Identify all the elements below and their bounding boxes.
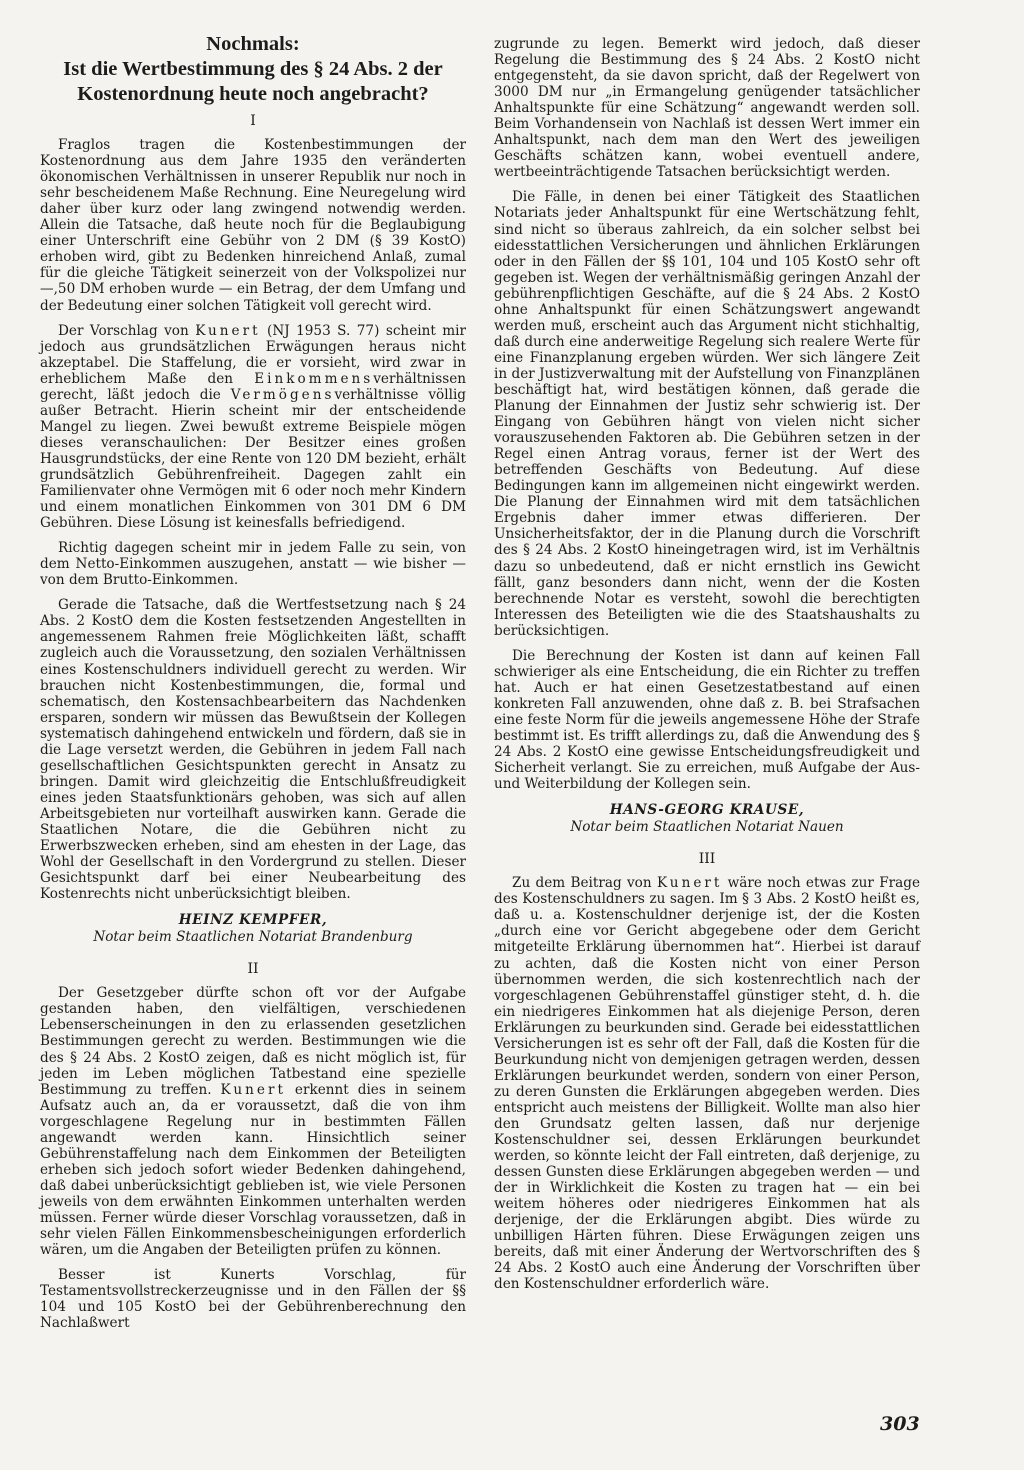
author-affiliation: Notar beim Staatlichen Notariat Nauen xyxy=(570,819,844,836)
text-run: verhältnisse völlig außer Betracht. Hierin scheint mir der entscheidende Mangel zu liegen. Zwei bewußt extreme Beispiele mögen dieses veranschaulichen: Der Besitzer eines großen Hausgrundstücks, der eine Rente von 120 DM bezieht, erhält grundsätzlich Gebührenfreiheit. Dagegen zahlt ein Familienvater ohne Vermögen mit 6 oder noch mehr Kindern und einem monatlichen Einkommen von 301 DM 6 DM Gebühren. Diese Lösung ist keinesfalls befriedigend. xyxy=(40,386,466,532)
section2-paragraph-2: Besser ist Kunerts Vorschlag, für Testamentsvollstreckerzeugnisse und in den Fällen der §§ 104 und 105 KostO bei der Gebührenberechnung den Nachlaßwert xyxy=(40,1267,466,1332)
emphasis-text: Vermögens xyxy=(230,386,335,403)
text-run: wäre noch etwas zur Frage des Kostenschuldners zu sagen. Im § 3 Abs. 2 KostO heißt es, daß u. a. Kostenschuldner derjenige ist, der die Kosten „durch eine vor Gericht abgegebene oder dem Gericht mitgeteilte Erklärung übernommen hat“. Hierbei ist darauf zu achten, daß die Kosten nicht von einer Person übernommen werden, die sich kostenrechtlich nach der vorgeschlagenen Gebührenstaffel günstiger steht, d. h. die ein niedrigeres Einkommen hat als diejenige Person, deren Erklärungen zu beurkunden sind. Gerade bei eidesstattlichen Versicherungen ist es sehr oft der Fall, daß die Kosten für die Beurkundung nicht von demjenigen getragen werden, dessen Erklärungen beurkundet werden, sondern von einer Person, zu deren Gunsten die Erklärungen abgegeben werden. Dies entspricht auch meistens der Billigkeit. Wollte man also hier den Grundsatz gelten lassen, daß nur derjenige Kostenschuldner sei, dessen Erklärungen beurkundet werden, so könnte leicht der Fall eintreten, daß derjenige, zu dessen Gunsten diese Erklärungen abgegeben werden — und der in Wirklichkeit die Kosten zu tragen hat — ein bei weitem höheres oder niedrigeres Einkommen hat als derjenige, der die Erklärungen abgibt. Dies würde zu unbilligen Härten führen. Diese Erwägungen zeigen uns bereits, daß mit einer Änderung der Wertvorschriften des § 24 Abs. 2 KostO auch eine Änderung der Vorschriften über den Kostenschuldner erforderlich wäre. xyxy=(494,875,921,1293)
cited-author-name: Kunert xyxy=(656,875,723,892)
right-column xyxy=(494,36,920,1302)
section2-paragraph-2-continued: zugrunde zu legen. Bemerkt wird jedoch, daß dieser Regelung die Bestimmung des § 24 Abs. 2 KostO nicht entgegensteht, da sie davon spricht, daß der Regelwert von 3000 DM nur „in Ermangelung genügender tatsächlicher Anhaltspunkte für eine Schätzung“ angewandt werden soll. Beim Vorhandensein von Nachlaß ist dessen Wert immer ein Anhaltspunkt, nach dem man den Wert des jeweiligen Geschäfts schätzen kann, wobei eventuell andere, wertbeeinträchtigende Tatsachen berücksichtigt werden. xyxy=(494,36,920,181)
title-line-3: Kostenordnung heute noch angebracht? xyxy=(77,83,429,105)
section2-paragraph-1 xyxy=(40,985,466,1258)
left-column xyxy=(40,32,466,1340)
author-affiliation: Notar beim Staatlichen Notariat Brandenburg xyxy=(93,929,413,946)
cited-author-name: Kunert xyxy=(195,322,261,339)
section1-paragraph-2 xyxy=(40,323,466,532)
section2-paragraph-4: Die Berechnung der Kosten ist dann auf keinen Fall schwieriger als eine Entscheidung, die ein Richter zu treffen hat. Auch er hat einen Gesetzestatbestand auf einen konkreten Fall anzuwenden, ohne daß z. B. bei Strafsachen eine feste Norm für die jeweils angemessene Höhe der Strafe bestimmt ist. Es trifft allerdings zu, daß die Anwendung des § 24 Abs. 2 KostO eine gewisse Entscheidungsfreudigkeit und Sicherheit verlangt. Sie zu erreichen, muß Aufgabe der Aus- und Weiterbildung der Kollegen sein. xyxy=(494,647,920,793)
section-numeral-1: I xyxy=(250,113,256,129)
text-run: (NJ 1953 S. 77) scheint mir jedoch aus grundsätzlichen Erwägungen heraus nicht akzeptabel. Die Staffelung, die er vorsieht, wird zwar in erheblichem Maße den xyxy=(40,322,466,387)
section1-paragraph-1: Fraglos tragen die Kostenbestimmungen der Kostenordnung aus dem Jahre 1935 den veränderten ökonomischen Verhältnissen in unserer Republik nur noch in sehr bescheidenem Maße Rechnung. Eine Neuregelung wird daher über kurz oder lang zwingend notwendig werden. Allein die Tatsache, daß heute noch für die Beglaubigung einer Unterschrift eine Gebühr von 2 DM (§ 39 KostO) erhoben wird, gibt zu Bedenken hinreichend Anlaß, zumal für die gleiche Tätigkeit seinerzeit von der Volkspolizei nur —,50 DM erhoben wurde — ein Betrag, der dem Umfang und der Bedeutung einer solchen Tätigkeit voll gerecht wird. xyxy=(40,137,466,314)
author-name: HEINZ KEMPFER, xyxy=(178,912,328,929)
section2-paragraph-3: Die Fälle, in denen bei einer Tätigkeit des Staatlichen Notariats jeder Anhaltspunkt für eine Wertschätzung fehlt, sind nicht so überaus zahlreich, da ein solcher selbst bei eidesstattlichen Versicherungen und ähnlichen Erklärungen oder in den Fällen der §§ 101, 104 und 105 KostO sehr oft gegeben ist. Wegen der verhältnismäßig geringen Anzahl der gebührenpflichtigen Geschäfte, auf die § 24 Abs. 2 KostO ohne Anhaltspunkt für einen Schätzungswert angewandt werden muß, erscheint auch das Argument nicht stichhaltig, daß durch eine anderweitige Regelung sich realere Werte für eine Finanzplanung ergeben würden. Wer sich längere Zeit in der Justizverwaltung mit der Aufstellung von Finanzplänen beschäftigt hat, wird bestätigen können, daß gerade die Planung der Einnahmen der Justiz sehr schwierig ist. Der Eingang von Gebühren hängt von vielen nicht sicher vorauszusehenden Faktoren ab. Die Gebühren setzen in der Regel einen Antrag voraus, ferner ist der Wert des betreffenden Geschäfts von Bedeutung. Auf diese Bedingungen kann im allgemeinen nicht eingewirkt werden. Die Planung der Einnahmen wird mit dem tatsächlichen Ergebnis daher immer etwas differieren. Der Unsicherheitsfaktor, der in die Planung durch die Vorschrift des § 24 Abs. 2 KostO hineingetragen wird, ist im Verhältnis dazu so unbedeutend, daß er nicht ernstlich ins Gewicht fällt, ganz besonders dann nicht, wenn der die Kosten berechnende Notar es versteht, sowohl die berechtigten Interessen des Beteiligten wie die des Staatshaushalts zu berücksichtigen. xyxy=(494,189,920,639)
section-numeral-3: III xyxy=(698,851,716,868)
text-run: Zu dem Beitrag von xyxy=(512,875,657,892)
cited-author-name: Kunert xyxy=(220,1081,286,1098)
section-numeral-2: II xyxy=(247,961,259,978)
article-title xyxy=(40,32,466,107)
section1-paragraph-4: Gerade die Tatsache, daß die Wertfestsetzung nach § 24 Abs. 2 KostO dem die Kosten festsetzenden Angestellten in angemessenem Rahmen freie Möglichkeiten läßt, schafft zugleich auch die Voraussetzung, den sozialen Verhältnissen eines Kostenschuldners individuell gerecht zu werden. Wir brauchen nicht Kostenbestimmungen, die, formal und schematisch, den Kostensachbearbeitern das Nachdenken ersparen, sondern wir müssen das Bewußtsein der Kollegen systematisch dahingehend entwickeln und fördern, daß sie in die Lage versetzt werden, die Gebühren in jedem Fall nach gesellschaftlichen Gesichtspunkten gerecht in Ansatz zu bringen. Damit wird gleichzeitig die Entschlußfreudigkeit eines jeden Staatsfunktionärs gehoben, was sich auf allen Arbeitsgebieten nur vorteilhaft auswirken kann. Gerade die Staatlichen Notare, die die Gebühren nicht zu Erwerbszwecken erheben, sind am ehesten in der Lage, das Wohl der Gesellschaft in den Vordergrund zu stellen. Dieser Gesichtspunkt darf bei einer Neubearbeitung des Kostenrechts nicht unberücksichtigt bleiben. xyxy=(40,597,466,903)
title-line-2: Ist die Wertbestimmung des § 24 Abs. 2 der xyxy=(63,58,443,80)
section3-paragraph-1 xyxy=(494,875,920,1292)
text-run: Der Vorschlag von xyxy=(58,322,196,339)
text-run: erkennt dies in seinem Aufsatz auch an, da er voraussetzt, daß die von ihm vorgeschlagene Regelung nur in bestimmten Fällen angewandt werden kann. Hinsichtlich seiner Gebührenstaffelung nach dem Einkommen der Beteiligten erheben sich jedoch sofort wieder Bedenken dahingehend, daß dabei unberücksichtigt geblieben ist, wie viele Personen jeweils von dem erwähnten Einkommen unterhalten werden müssen. Ferner würde dieser Vorschlag voraussetzen, daß in sehr vielen Fällen Einkommensbescheinigungen erforderlich wären, um die Angaben der Beteiligten prüfen zu können. xyxy=(40,1081,466,1259)
author-name: HANS-GEORG KRAUSE, xyxy=(609,802,805,819)
text-run: Der Gesetzgeber dürfte schon oft vor der Aufgabe gestanden haben, den vielfältigen, verschiedenen Lebenserscheinungen in den zu erlassenden gesetzlichen Bestimmungen gerecht zu werden. Bestimmungen wie die des § 24 Abs. 2 KostO zeigen, daß es nicht möglich ist, für jeden im Leben möglichen Tatbestand eine spezielle Bestimmung zu treffen. xyxy=(40,985,466,1098)
title-line-1: Nochmals: xyxy=(206,33,300,55)
emphasis-text: Einkommens xyxy=(254,370,374,387)
page-number: 303 xyxy=(880,1413,920,1435)
text-run: verhältnissen gerecht, läßt jedoch die xyxy=(40,370,466,403)
section1-paragraph-3: Richtig dagegen scheint mir in jedem Falle zu sein, von dem Netto-Einkommen auszugehen, anstatt — wie bisher — von dem Brutto-Einkommen. xyxy=(40,540,466,589)
